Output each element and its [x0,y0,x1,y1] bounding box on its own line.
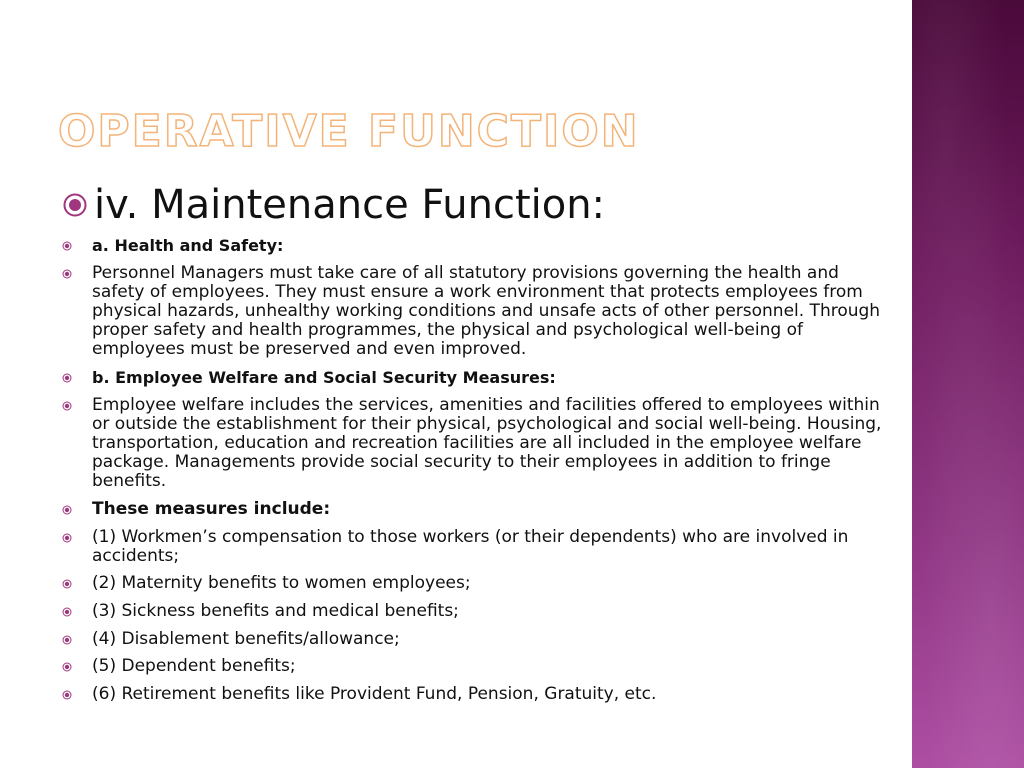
bullet-icon [62,635,72,645]
bullet-icon [62,373,72,383]
section-heading-text: iv. Maintenance Function: [94,182,606,228]
decorative-side-panel [912,0,1024,768]
bullet-list [62,236,882,712]
bullet-icon [62,579,72,589]
list-item [62,236,882,255]
bullet-icon [62,401,72,411]
list-item-text: b. Employee Welfare and Social Security Measures: [92,368,556,387]
bullet-icon [62,192,88,218]
list-item-text: (6) Retirement benefits like Provident Fund, Pension, Gratuity, etc. [92,683,657,704]
list-item [62,528,882,566]
list-item-text: These measures include: [92,499,331,519]
list-item [62,368,882,387]
list-item [62,574,882,593]
list-item [62,657,882,676]
bullet-icon [62,533,72,543]
bullet-icon [62,662,72,672]
list-item [62,396,882,492]
bullet-icon [62,241,72,251]
bullet-icon [62,505,72,515]
list-item [62,685,882,704]
list-item-text: (2) Maternity benefits to women employees; [92,573,471,594]
section-heading [62,180,605,230]
list-item-text: (1) Workmen’s compensation to those workers (or their dependents) who are involved in accidents; [92,526,849,566]
slide-title: OPERATIVE FUNCTION [58,106,640,157]
bullet-icon [62,607,72,617]
list-item [62,264,882,360]
list-item-text: (5) Dependent benefits; [92,656,296,677]
list-item-text: Employee welfare includes the services, amenities and facilities offered to employees within or outside the establishment for their physical, psychological and social well-being. Housing, transportation, education and recreation facilities are all included in the employee welfare package. Managements provide social security to their employees in addition to fringe benefits. [92,394,882,492]
list-item-text: (4) Disablement benefits/allowance; [92,628,400,649]
bullet-icon [62,269,72,279]
list-item-text: (3) Sickness benefits and medical benefits; [92,600,459,621]
list-item [62,630,882,649]
list-item [62,602,882,621]
list-item [62,500,882,519]
bullet-icon [62,690,72,700]
list-item-text: a. Health and Safety: [92,236,284,255]
list-item-text: Personnel Managers must take care of all statutory provisions governing the health and safety of employees. They must ensure a work environment that protects employees from physical hazards, unhealthy working conditions and unsafe acts of other personnel. Through proper safety and health programmes, the physical and psychological well-being of employees must be preserved and even improved. [92,262,881,360]
